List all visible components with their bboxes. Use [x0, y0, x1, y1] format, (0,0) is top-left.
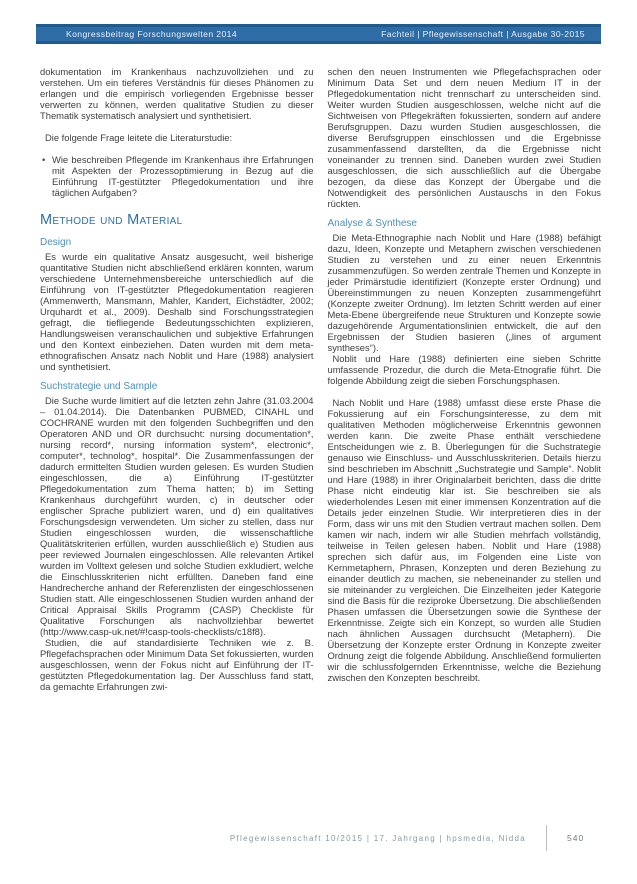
header-right-text: Fachteil | Pflegewissenschaft | Ausgabe 30-2015 — [381, 29, 585, 39]
paragraph-intro-continuation: dokumentation im Krankenhaus nachzuvollziehen und zu verstehen. Um ein tieferes Verständnis für dieses Phänomen zu erlangen und die empirisch vorliegenden Ergebnisse besser verwerten zu können, werden qualitative Studien zu dieser Thematik systematisch analysiert und synthetisiert. — [40, 66, 314, 121]
paragraph-ausschluss: Studien, die auf standardisierte Techniken wie z. B. Pflegefachsprachen oder Minimum Data Set fokussierten, wurden ausgeschlossen, wenn der Fokus nicht auf Einführung der IT-gestützten Pflegedokumentation lag. Der Ausschluss fand statt, da gemachte Erfahrungen zwi- — [40, 637, 314, 692]
column-right — [328, 66, 602, 692]
paragraph-prozedur: Noblit und Hare (1988) definierten eine sieben Schritte umfassende Prozedur, die durch die Meta-Etnografie führt. Die folgende Abbildung zeigt die sieben Forschungsphasen. — [327, 353, 601, 386]
bullet-item-research-question — [40, 154, 314, 198]
section-heading-methode-und-material: Methode und Material — [40, 212, 183, 228]
paragraph-design: Es wurde ein qualitative Ansatz ausgesucht, weil bisherige quantitative Studien nicht abschließend erklären konnten, warum verschiedene Unternehmensbereiche unterschiedlich auf die Einführung von IT-gestützter Pflegedokumentation reagieren (Ammenwerth, Mansmann, Mahler, Kandert, Eichstädter, 2002; Urquhardt et al., 2009). Deshalb sind Forschungsstrategien gefragt, die tiefliegende Bedeutungsschichten explizieren, Handlungsweisen veranschaulichen und subjektive Erfahrungen und den Kontext einbeziehen. Daten wurden mit dem meta-ethnografischen Ansatz nach Noblit und Hare (1988) analysiert und synthetisiert. — [40, 251, 314, 372]
article-body — [40, 66, 601, 692]
header-left-text: Kongressbeitrag Forschungswelten 2014 — [66, 29, 238, 39]
paragraph-ausschluss-continuation: schen den neuen Instrumenten wie Pflegefachsprachen oder Minimum Data Set und dem neuen Medium IT in der Pflegedokumentation nicht trennscharf zu unterscheiden sind. Weiter wurden Studien ausgeschlossen, welche nicht auf die Sichtweisen von Pflegekräften fokussierten, sondern auf andere Berufsgruppen. Dazu wurden Studien ausgeschlossen, die diverse Berufsgruppen einschlossen und die Ergebnisse zusammenfassend darstellten, da die Ergebnisse nicht voneinander zu trennen sind. Daneben wurden zwei Studien ausgeschlossen, die sich ausschließlich auf die Übergabe bezogen, da diese das Konzept der Übergabe und die Notwendigkeit des persönlichen Austauschs in den Fokus rückten. — [327, 66, 601, 209]
page-footer — [0, 824, 601, 852]
paragraph-suchstrategie: Die Suche wurde limitiert auf die letzten zehn Jahre (31.03.2004 – 01.04.2014). Die Datenbanken PUBMED, CINAHL und COCHRANE wurden mit den folgenden Suchbegriffen und den Operatoren AND und OR durchsucht: nursing documentation*, nursing record*, nursing information system*, electronic*, computer*, technolog*, hospital*. Die Zusammenfassungen der dadurch ermittelten Studien wurden gelesen. Es wurden Studien eingeschlossen, die a) Einführung IT-gestützter Pflegedokumentation zum Thema hatten; b) im Setting Krankenhaus durchgeführt wurden, c) in deutscher oder englischer Sprache publiziert waren, und d) ein qualitatives Forschungsdesign verwendeten. Um sicher zu stellen, dass nur Studien eingeschlossen wurden, die wissenschaftliche Qualitätskriterien erfüllen, wurden ausschließlich e) Studien aus peer reviewed Journalen eingeschlossen. Alle relevanten Artikel wurden im Volltext gelesen und solche Studien exkludiert, welche die Einschlusskriterien nicht erfüllten. Daneben fand eine Handrecherche anhand der Referenzlisten der eingeschlossenen Studien statt. Alle eingeschlossenen Studien wurden anhand der Critical Appraisal Skills Programm (CASP) Checkliste für Qualitative Forschungen als nachvollziehbar bewertet (http://www.casp-uk.net/#!casp-tools-checklists/c18f8). — [40, 395, 314, 637]
subsection-heading-suchstrategie: Suchstrategie und Sample — [40, 381, 158, 392]
footer-divider — [546, 825, 547, 851]
footer-journal-line: Pflegewissenschaft 10/2015 | 17. Jahrgang | hpsmedia, Nidda — [229, 833, 526, 843]
subsection-heading-analyse-synthese: Analyse & Synthese — [327, 218, 417, 229]
column-left — [40, 66, 314, 692]
footer-page-number: 540 — [567, 833, 585, 843]
paragraph-analyse: Die Meta-Ethnographie nach Noblit und Hare (1988) befähigt dazu, Ideen, Konzepte und Metaphern zwischen verschiedenen Studien zu verstehen und zu einer neuen Erkenntnis zusammenzufügen. So werden zentrale Themen und Konzepte in jeder Primärstudie identifiziert (Konzepte erster Ordnung) und Übereinstimmungen zu neuen Konzepten zusammengeführt (Konzepte zweiter Ordnung). Im letzten Schritt werden auf einer Meta-Ebene übergreifende neue Strukturen und Konzepte sowie dazugehörende Argumentationslinien entwickelt, die auf den Ergebnissen der Studien basieren („lines of argument syntheses“). — [327, 232, 601, 353]
bullet-icon: • — [42, 154, 46, 165]
subsection-heading-design: Design — [40, 237, 72, 248]
header-bar — [36, 24, 601, 44]
bullet-question-text: Wie beschreiben Pflegende im Krankenhaus ihre Erfahrungen mit Aspekten der Prozessoptimierung in Bezug auf die Einführung IT-gestützter Pflegedokumentation und ihre täglichen Aufgaben? — [52, 154, 314, 198]
paragraph-phasen: Nach Noblit und Hare (1988) umfasst diese erste Phase die Fokussierung auf ein Forschungsinteresse, zu dem mit qualitativen Methoden möglicherweise Erkenntnis gewonnen werden kann. Die zweite Phase enthält verschiedene Entscheidungen wie z. B. Überlegungen für die Suchstrategie genauso wie Einschluss- und Ausschlusskriterien. Details hierzu sind beschrieben im Abschnitt „Suchstrategie und Sample“. Noblit und Hare (1988) in ihrer Originalarbeit berichten, dass die dritte Phase nicht eindeutig klar ist. Sie beschreiben sie als wiederholendes Lesen mit einer immensen Konzentration auf die Details jeder einzelnen Studie. Wir interpretieren dies in der Form, dass wir uns mit den Studien vertraut machen sollen. Dem kamen wir nach, indem wir alle Studien mehrfach vollständig, teilweise in Teilen gelesen haben. Noblit und Hare (1988) sprechen sich dafür aus, im Folgenden eine Liste von Kernmetaphern, Phrasen, Konzepten und deren Beziehung zu einander deutlich zu machen, sie nebeneinander zu stellen und sie miteinander zu vergleichen. Die Einzelheiten jeder Kategorie sind die Basis für die reziproke Übersetzung. Die abschließenden Phasen umfassen die Übersetzungen sowie die Synthese der Erkenntnisse. Zeigte sich ein Konzept, so wurden alle Studien nach ähnlichen Aussagen durchsucht (Metaphern). Die Übersetzung der Konzepte erster Ordnung in Konzepte zweiter Ordnung zeigt die folgende Abbildung. Anschließend formulierten wir die schlussfolgernden Erkenntnisse, welche die Beziehung zwischen den Konzepten beschreibt. — [327, 397, 601, 683]
paragraph-research-question-lead: Die folgende Frage leitete die Literaturstudie: — [45, 132, 233, 143]
